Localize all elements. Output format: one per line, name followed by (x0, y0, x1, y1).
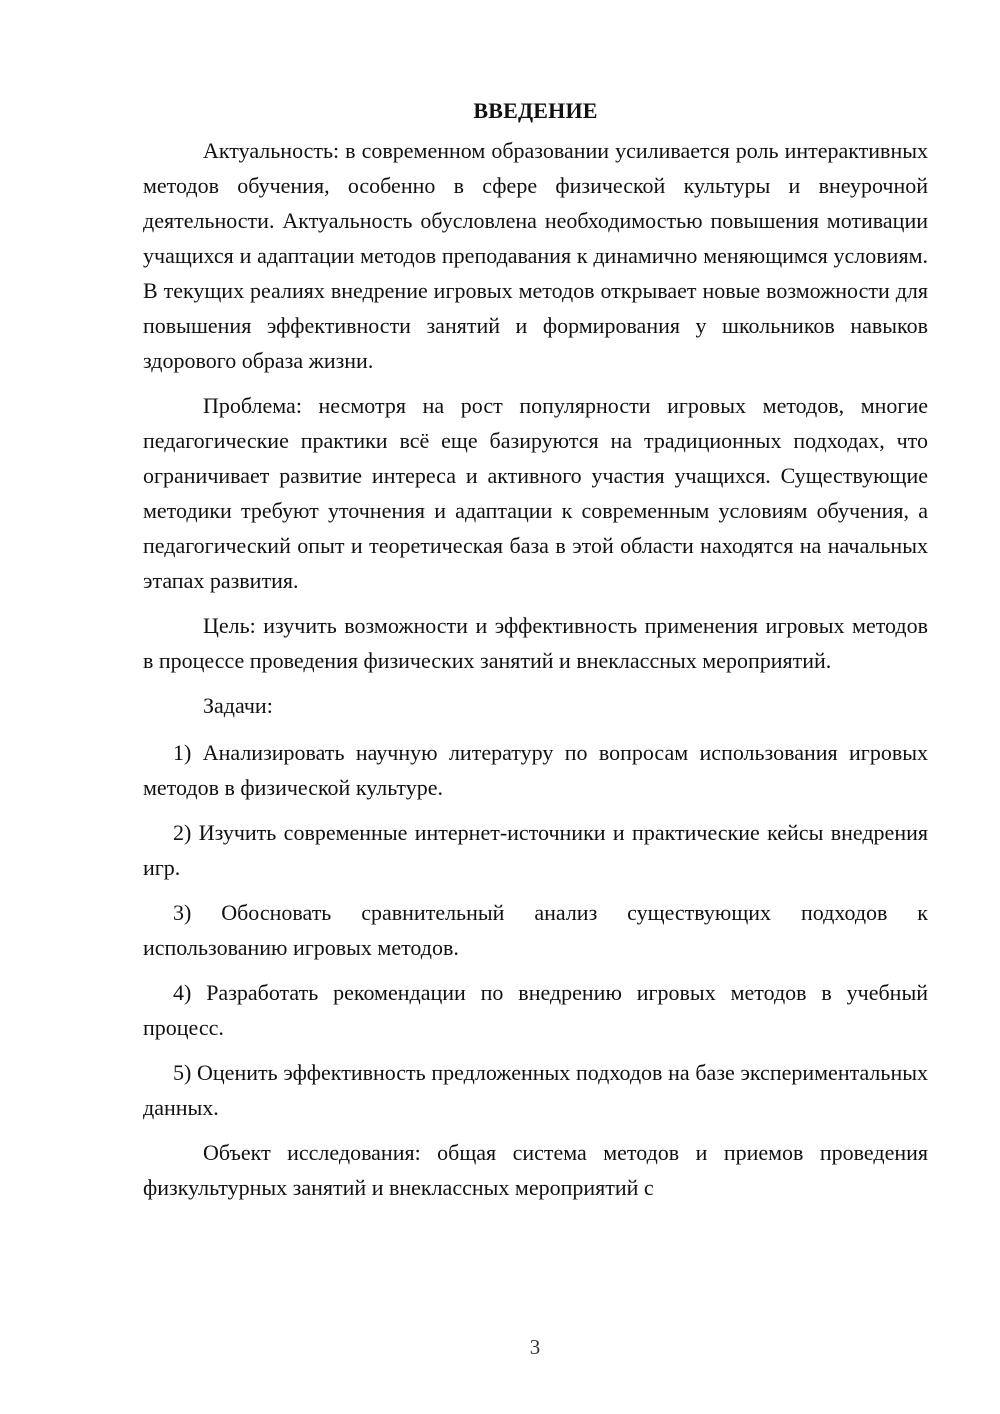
tasks-heading: Задачи: (203, 693, 273, 718)
document-page (143, 95, 928, 1215)
page-number: 3 (529, 1335, 541, 1359)
task-item-4: 4) Разработать рекомендации по внедрению игровых методов в учебный процесс. (143, 980, 928, 1040)
task-item-3: 3) Обосновать сравнительный анализ существующих подходов к использованию игровых методов. (143, 900, 928, 960)
task-item-1: 1) Анализировать научную литературу по вопросам использования игровых методов в физической культуре. (143, 740, 928, 800)
paragraph-object: Объект исследования: общая система методов и приемов проведения физкультурных занятий и внеклассных мероприятий с (143, 1140, 928, 1200)
section-title: ВВЕДЕНИЕ (473, 98, 598, 123)
paragraph-problem: Проблема: несмотря на рост популярности игровых методов, многие педагогические практики всё еще базируются на традиционных подходах, что ограничивает развитие интереса и активного участия учащихся. Существующие методики требуют уточнения и адаптации к современным условиям обучения, а педагогический опыт и теоретическая база в этой области находятся на начальных этапах развития. (143, 393, 928, 593)
paragraph-goal: Цель: изучить возможности и эффективность применения игровых методов в процессе проведения физических занятий и внеклассных мероприятий. (143, 613, 928, 673)
task-item-2: 2) Изучить современные интернет-источники и практические кейсы внедрения игр. (143, 820, 928, 880)
task-item-5: 5) Оценить эффективность предложенных подходов на базе экспериментальных данных. (143, 1060, 928, 1120)
paragraph-relevance: Актуальность: в современном образовании усиливается роль интерактивных методов обучения, особенно в сфере физической культуры и внеурочной деятельности. Актуальность обусловлена необходимостью повышения мотивации учащихся и адаптации методов преподавания к динамично меняющимся условиям. В текущих реалиях внедрение игровых методов открывает новые возможности для повышения эффективности занятий и формирования у школьников навыков здорового образа жизни. (143, 138, 928, 373)
